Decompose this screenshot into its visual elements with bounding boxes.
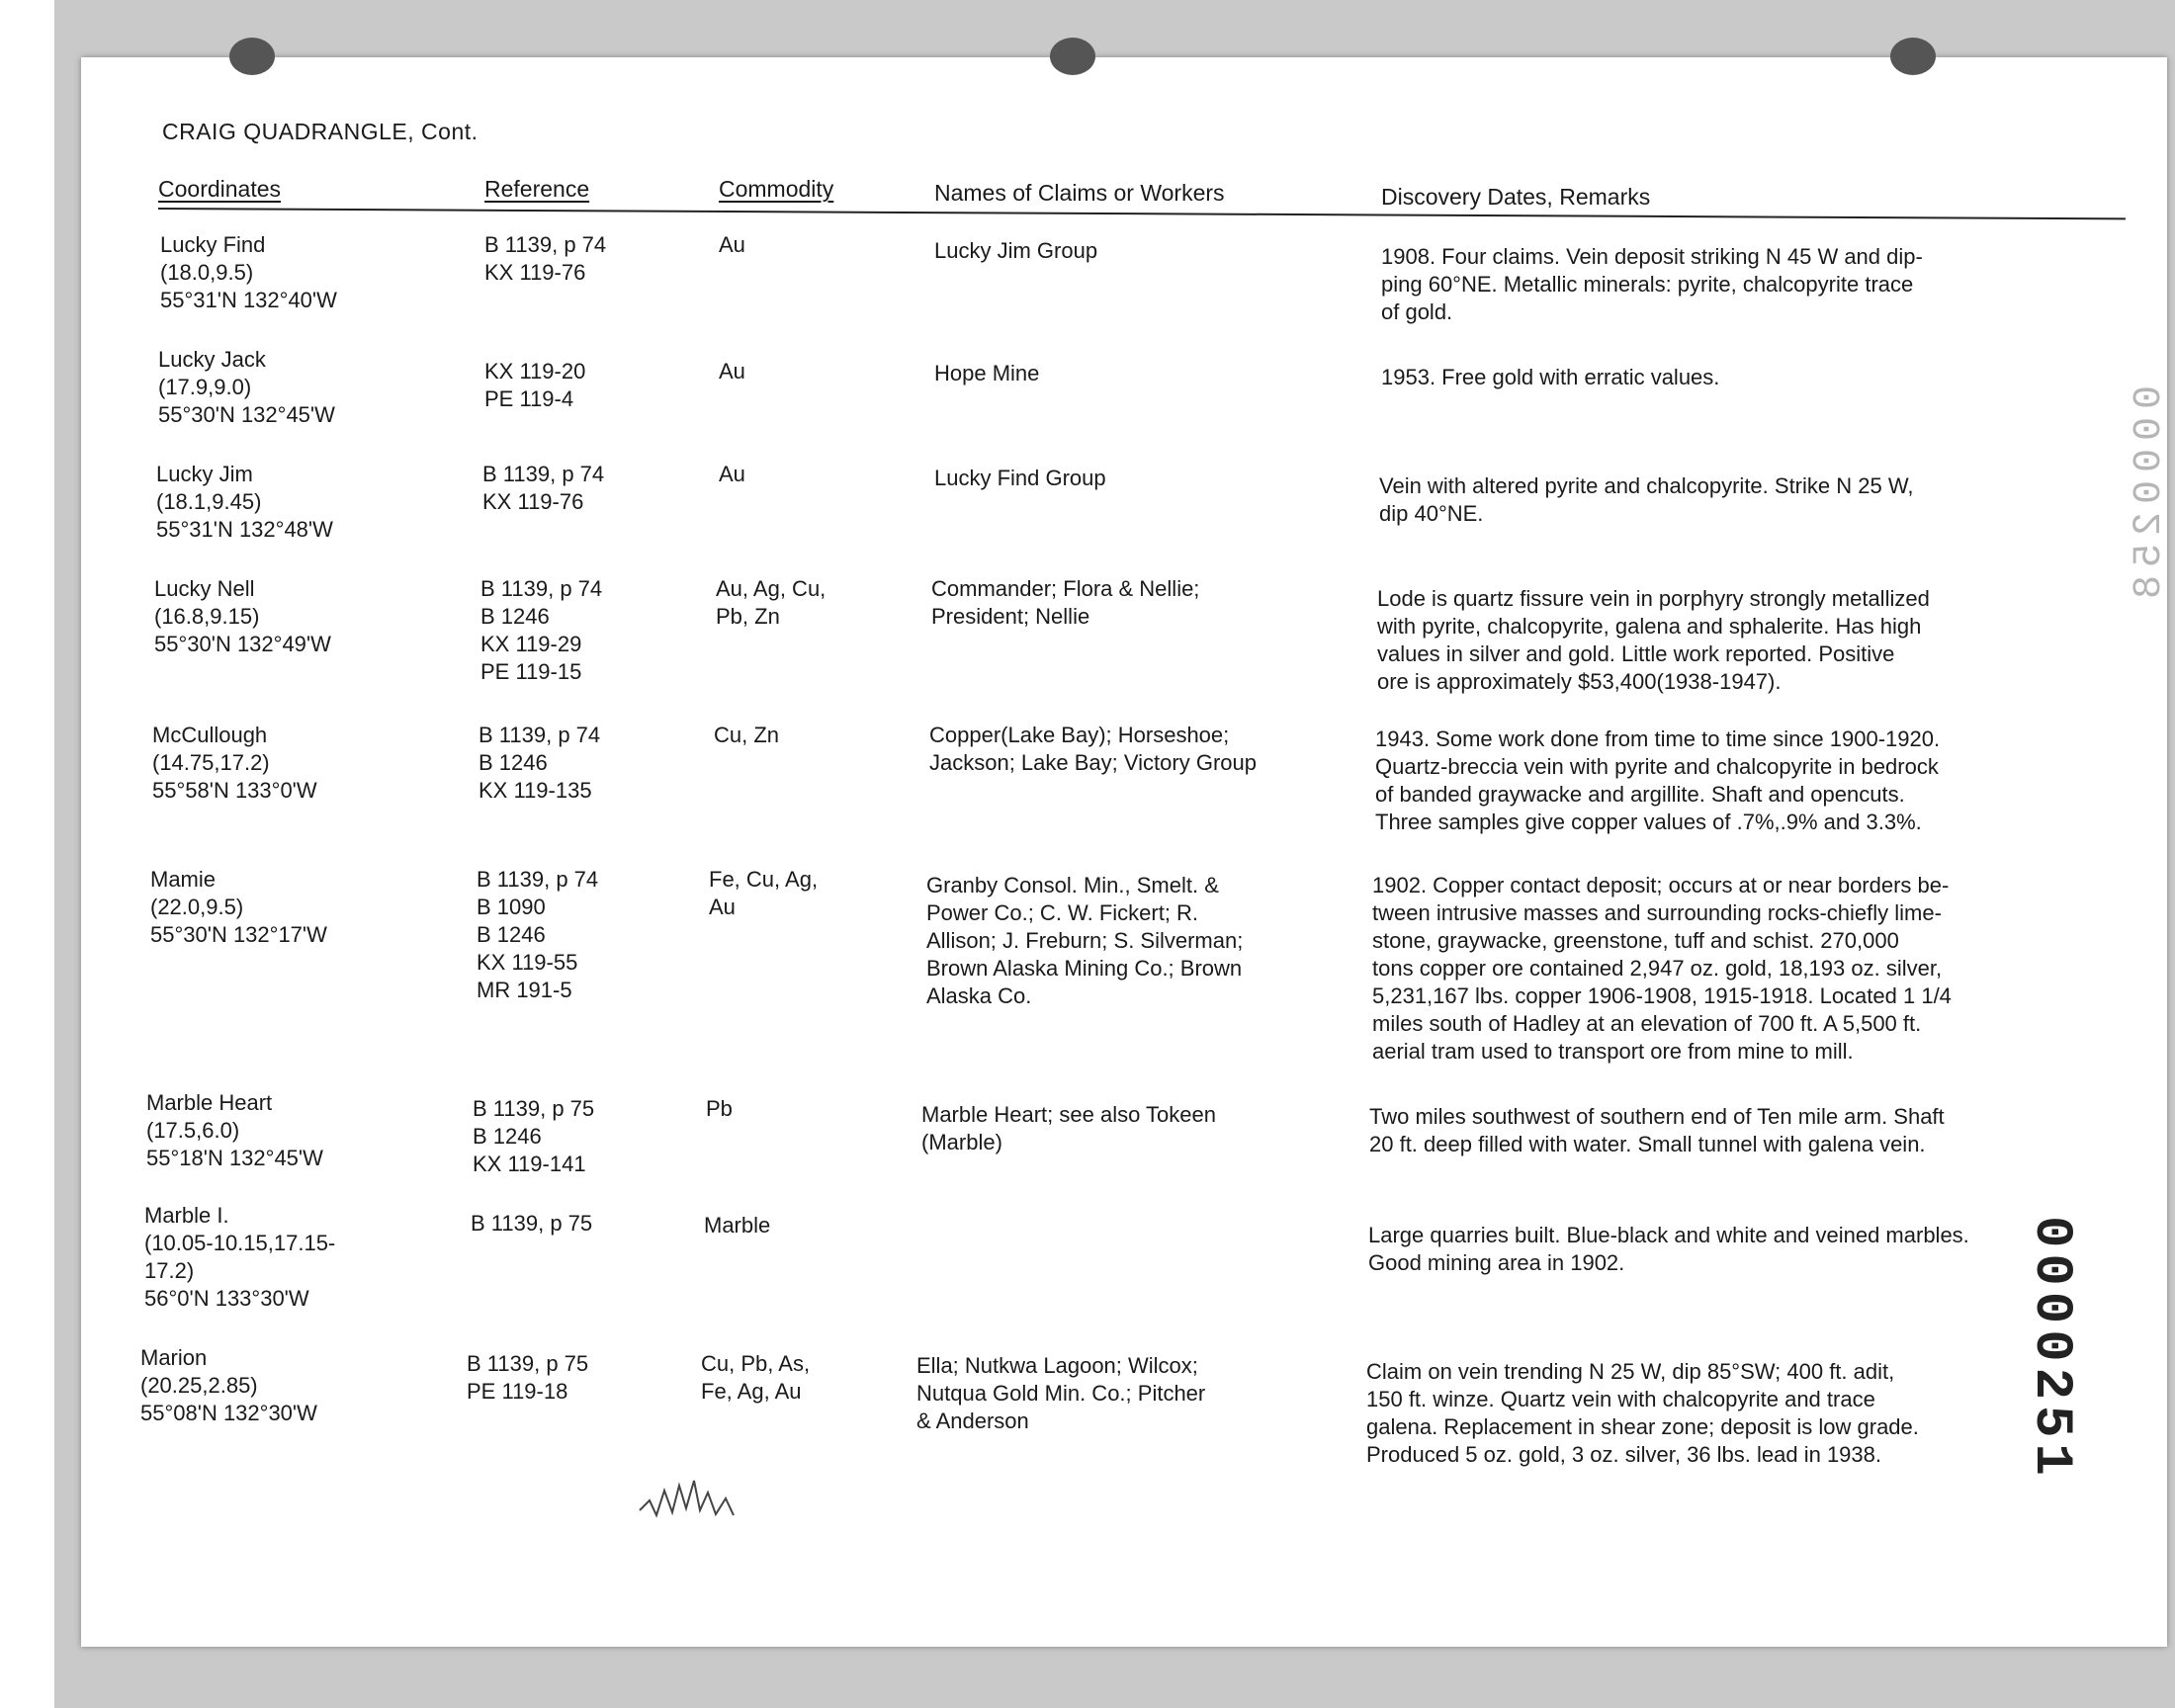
cell-commodity: Au, Ag, Cu, Pb, Zn	[716, 576, 826, 629]
document-body	[81, 57, 2167, 1647]
cell-commodity: Au	[719, 462, 745, 486]
page-number-stamp: 0000251	[2021, 1216, 2081, 1482]
cell-reference: B 1139, p 74 B 1246 KX 119-29 PE 119-15	[480, 576, 603, 684]
header-remarks: Discovery Dates, Remarks	[1381, 184, 1651, 210]
cell-names: Hope Mine	[934, 361, 1040, 385]
cell-coordinates: McCullough (14.75,17.2) 55°58'N 133°0'W	[152, 723, 317, 803]
cell-remarks: Two miles southwest of southern end of Ten mile arm. Shaft 20 ft. deep filled with water. Small tunnel with galena vein.	[1369, 1104, 1945, 1156]
cell-remarks: 1908. Four claims. Vein deposit striking N 45 W and dip- ping 60°NE. Metallic minerals: pyrite, chalcopyrite trace of gold.	[1381, 244, 1923, 324]
cell-names: Lucky Jim Group	[934, 238, 1098, 263]
cell-remarks: 1943. Some work done from time to time since 1900-1920. Quartz-breccia vein with pyrite and chalcopyrite in bedrock of banded graywacke and argillite. Shaft and opencuts. Three samples give copper values of .7%,.9% and 3.3%.	[1375, 726, 1941, 834]
cell-commodity: Cu, Zn	[714, 723, 780, 747]
header-coordinates: Coordinates	[158, 176, 282, 202]
cell-coordinates: Marble I. (10.05-10.15,17.15- 17.2) 56°0'N 133°30'W	[144, 1203, 336, 1311]
cell-coordinates: Marion (20.25,2.85) 55°08'N 132°30'W	[140, 1345, 317, 1425]
cell-names: Commander; Flora & Nellie; President; Nellie	[931, 576, 1200, 629]
cell-remarks: Claim on vein trending N 25 W, dip 85°SW; 400 ft. adit, 150 ft. winze. Quartz vein with chalcopyrite and trace galena. Replacement in shear zone; deposit is low grade. Produced 5 oz. gold, 3 oz. silver, 36 lbs. lead in 1938.	[1366, 1359, 1919, 1467]
header-commodity: Commodity	[719, 176, 834, 202]
cell-remarks: Large quarries built. Blue-black and white and veined marbles. Good mining area in 1902.	[1368, 1223, 1969, 1275]
cell-names: Copper(Lake Bay); Horseshoe; Jackson; Lake Bay; Victory Group	[929, 723, 1257, 775]
ink-smudge	[635, 1471, 743, 1530]
cell-names: Marble Heart; see also Tokeen (Marble)	[921, 1102, 1216, 1154]
cell-commodity: Au	[719, 232, 745, 257]
cell-coordinates: Mamie (22.0,9.5) 55°30'N 132°17'W	[150, 867, 327, 947]
header-rule	[158, 208, 2126, 219]
scan-margin	[0, 0, 54, 1708]
header-reference: Reference	[484, 176, 590, 202]
cell-reference: B 1139, p 75	[471, 1211, 593, 1236]
cell-reference: B 1139, p 74 B 1246 KX 119-135	[478, 723, 601, 803]
cell-remarks: Vein with altered pyrite and chalcopyrite. Strike N 25 W, dip 40°NE.	[1379, 473, 1914, 526]
cell-names: Ella; Nutkwa Lagoon; Wilcox; Nutqua Gold Min. Co.; Pitcher & Anderson	[916, 1353, 1206, 1433]
cell-coordinates: Lucky Nell (16.8,9.15) 55°30'N 132°49'W	[154, 576, 331, 656]
cell-reference: B 1139, p 75 B 1246 KX 119-141	[473, 1096, 595, 1176]
cell-reference: B 1139, p 74 KX 119-76	[482, 462, 605, 514]
header-names: Names of Claims or Workers	[934, 180, 1225, 206]
cell-commodity: Pb	[706, 1096, 733, 1121]
faint-page-stamp: 0000258	[2128, 385, 2172, 608]
cell-reference: B 1139, p 74 KX 119-76	[484, 232, 607, 285]
document-sheet	[81, 57, 2167, 1647]
cell-reference: B 1139, p 75 PE 119-18	[467, 1351, 589, 1404]
cell-names: Granby Consol. Min., Smelt. & Power Co.; C. W. Fickert; R. Allison; J. Freburn; S. Silverman; Brown Alaska Mining Co.; Brown Alaska Co.	[926, 873, 1244, 1008]
cell-commodity: Fe, Cu, Ag, Au	[709, 867, 819, 919]
cell-remarks: 1902. Copper contact deposit; occurs at or near borders be- tween intrusive masses and surrounding rocks-chiefly lime- stone, graywacke, greenstone, tuff and schist. 270,000 tons copper ore contained 2,947 oz. gold, 18,193 oz. silver, 5,231,167 lbs. copper 1906-1908, 1915-1918. Located 1 1/4 miles south of Hadley at an elevation of 700 ft. A 5,500 ft. aerial tram used to transport ore from mine to mill.	[1372, 873, 1952, 1064]
cell-commodity: Au	[719, 359, 745, 384]
cell-remarks: Lode is quartz fissure vein in porphyry strongly metallized with pyrite, chalcopyrite, galena and sphalerite. Has high values in silver and gold. Little work reported. Positive ore is approximately $53,400(1938-1947).	[1377, 586, 1930, 694]
cell-commodity: Cu, Pb, As, Fe, Ag, Au	[701, 1351, 811, 1404]
cell-coordinates: Lucky Jack (17.9,9.0) 55°30'N 132°45'W	[158, 347, 335, 427]
cell-coordinates: Lucky Jim (18.1,9.45) 55°31'N 132°48'W	[156, 462, 333, 542]
cell-coordinates: Lucky Find (18.0,9.5) 55°31'N 132°40'W	[160, 232, 337, 312]
cell-commodity: Marble	[704, 1213, 771, 1238]
page-title: CRAIG QUADRANGLE, Cont.	[162, 119, 478, 144]
cell-reference: B 1139, p 74 B 1090 B 1246 KX 119-55 MR 191-5	[477, 867, 599, 1002]
cell-names: Lucky Find Group	[934, 466, 1106, 490]
cell-reference: KX 119-20 PE 119-4	[484, 359, 586, 411]
cell-coordinates: Marble Heart (17.5,6.0) 55°18'N 132°45'W	[146, 1090, 323, 1170]
cell-remarks: 1953. Free gold with erratic values.	[1381, 365, 1720, 389]
